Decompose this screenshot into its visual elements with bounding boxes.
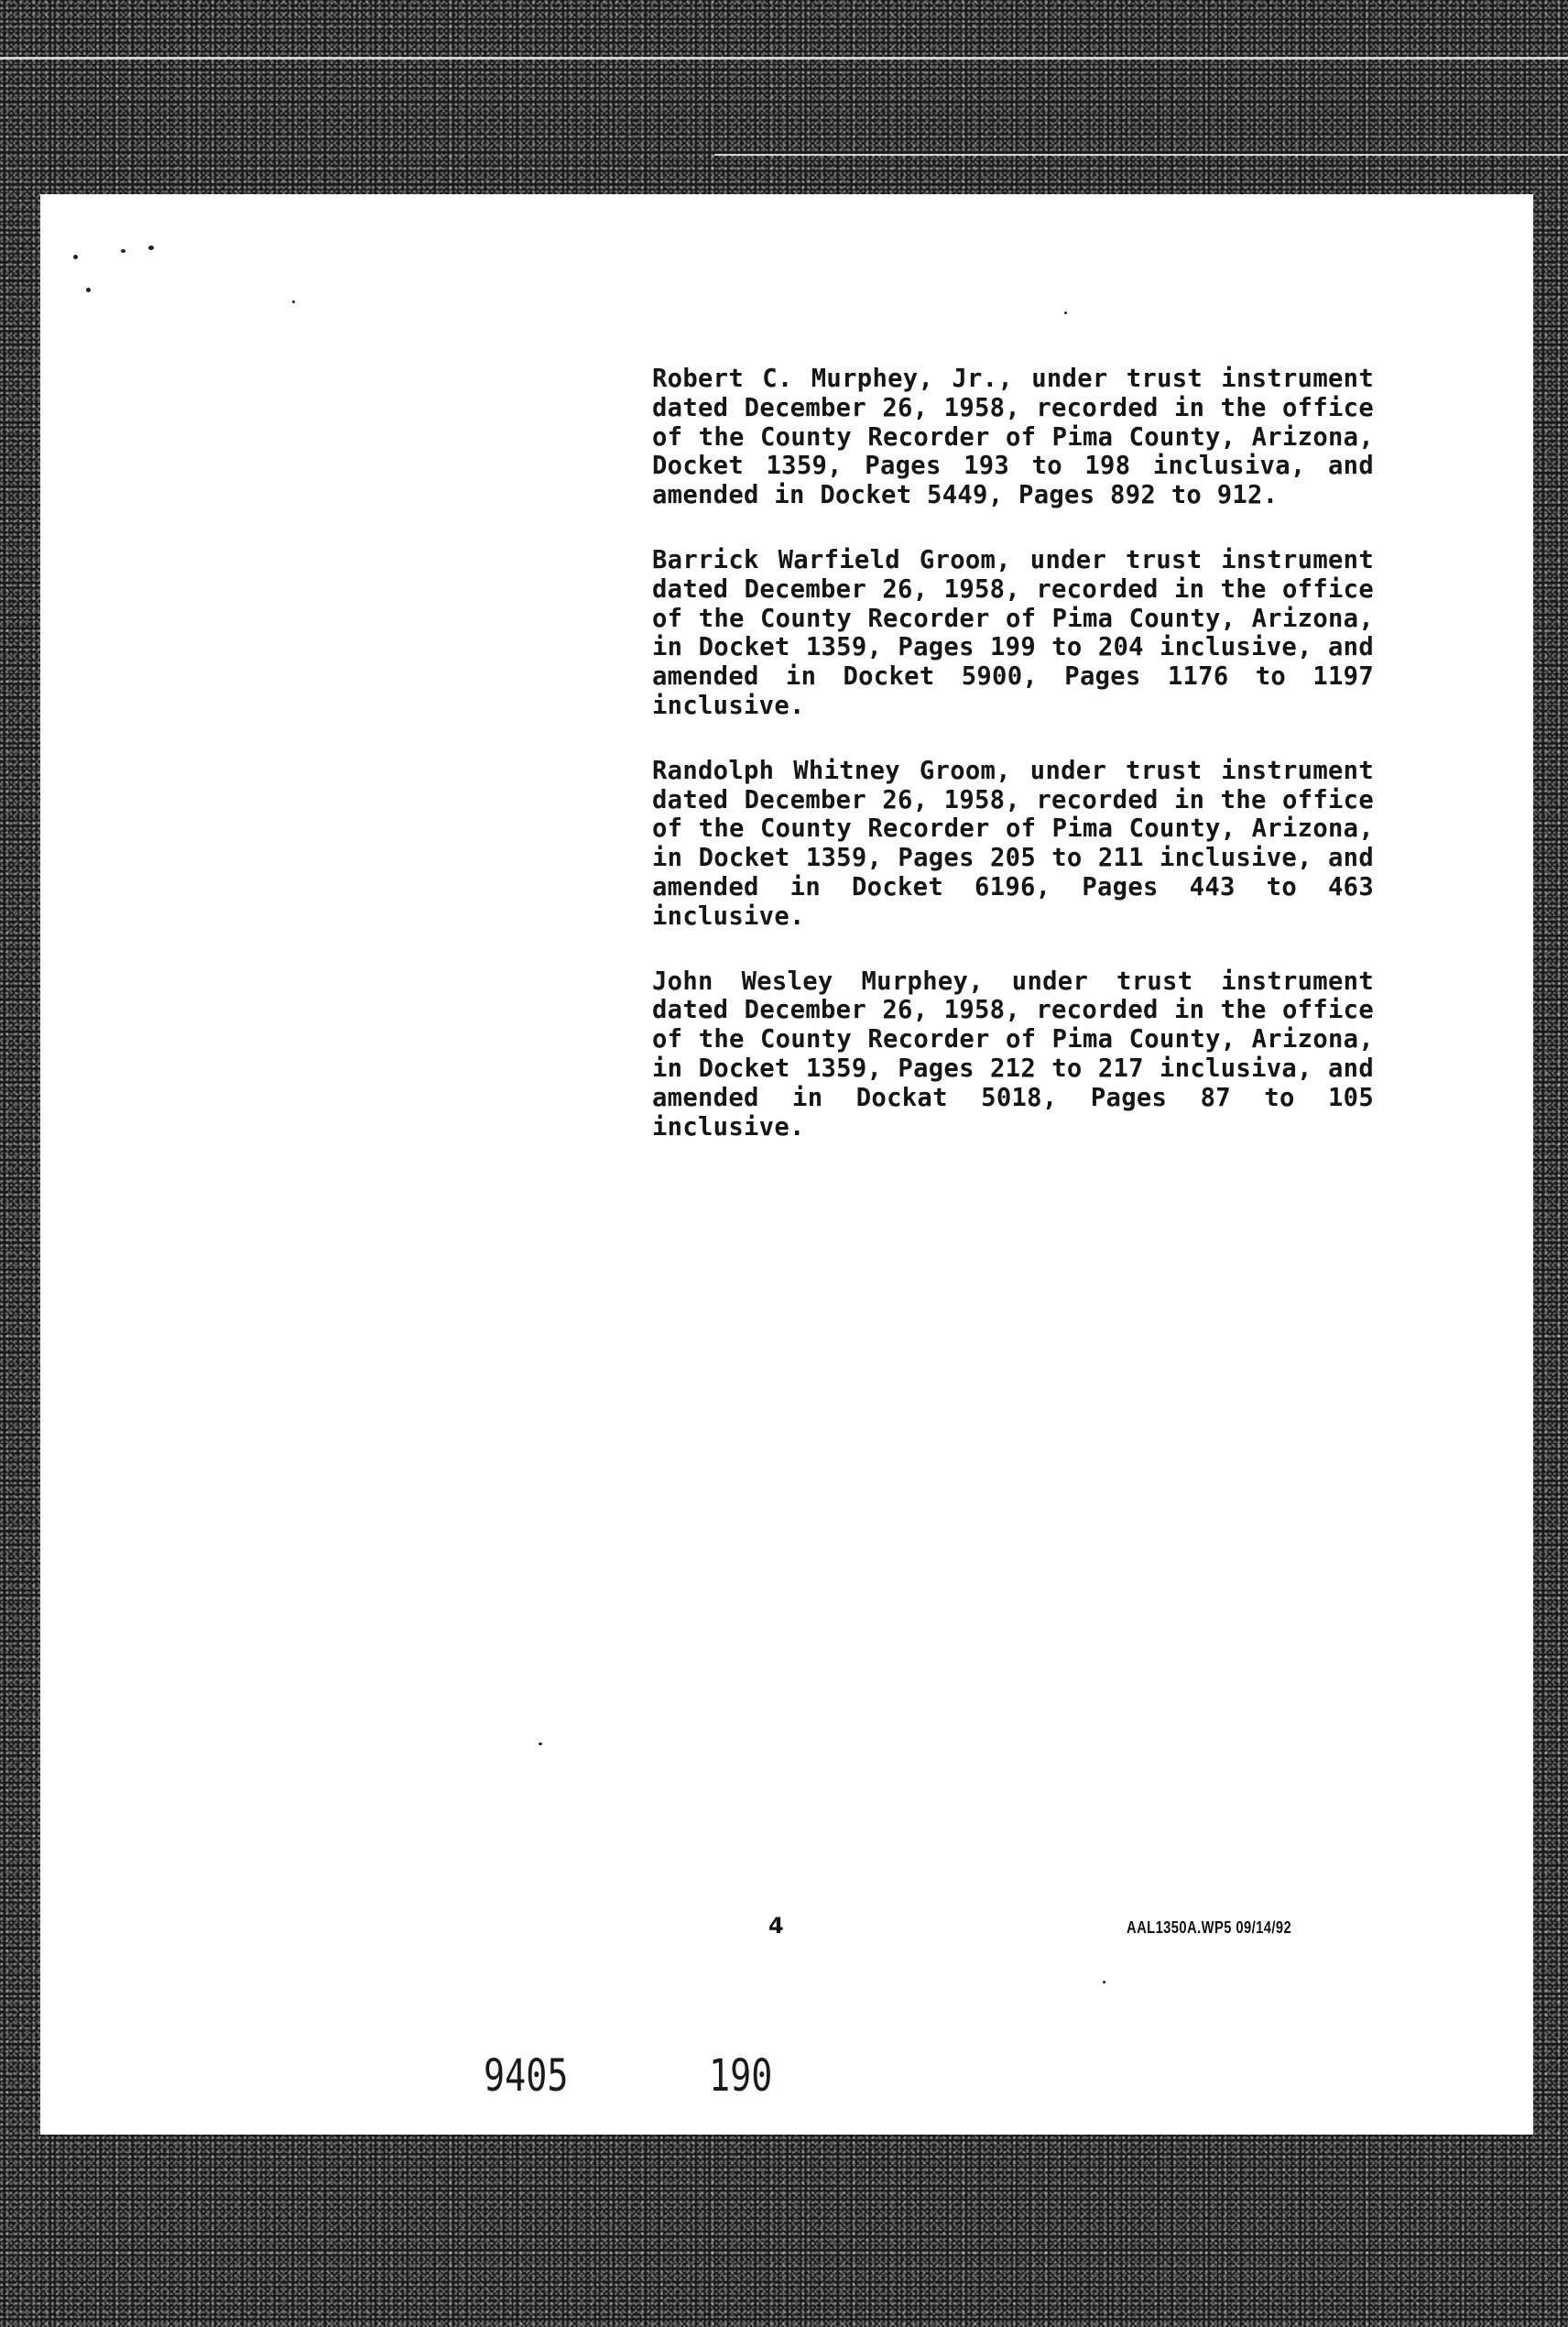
document-code: AAL1350A.WP5 09/14/92 <box>1127 1918 1292 1937</box>
page-stamp-number: 190 <box>709 2050 773 2102</box>
scan-speck <box>148 246 154 250</box>
docket-stamp-number: 9405 <box>484 2050 569 2102</box>
trust-paragraph: Barrick Warfield Groom, under trust instrument dated December 26, 1958, recorded in the office of the County Recorder of Pima County, Arizona, in Docket 1359, Pages 199 to 204 inclusive, and amended in Docket 5900, Pages 1176 to 1197 inclusive. <box>652 545 1374 720</box>
scan-speck <box>539 1743 542 1745</box>
trust-paragraph: Randolph Whitney Groom, under trust instrument dated December 26, 1958, recorded in the office of the County Recorder of Pima County, Arizona, in Docket 1359, Pages 205 to 211 inclusive, and amended in Docket 6196, Pages 443 to 463 inclusive. <box>652 756 1374 931</box>
trust-paragraph: Robert C. Murphey, Jr., under trust instrument dated December 26, 1958, recorded in the office of the County Recorder of Pima County, Arizona, Docket 1359, Pages 193 to 198 inclusiva, and amended in Docket 5449, Pages 892 to 912. <box>652 365 1374 510</box>
scan-border-line-top <box>0 57 1568 60</box>
scan-speck <box>86 288 91 292</box>
scan-border-line-second <box>714 154 1568 156</box>
scan-speck <box>1064 311 1067 314</box>
document-page <box>40 194 1533 2135</box>
scan-speck <box>73 255 78 259</box>
trust-list <box>652 365 1374 1177</box>
trust-paragraph: John Wesley Murphey, under trust instrument dated December 26, 1958, recorded in the office of the County Recorder of Pima County, Arizona, in Docket 1359, Pages 212 to 217 inclusiva, and amended in Dockat 5018, Pages 87 to 105 inclusive. <box>652 967 1374 1142</box>
scan-speck <box>1103 1981 1105 1983</box>
page-number: 4 <box>768 1913 784 1939</box>
scan-speck <box>292 300 295 303</box>
scan-speck <box>121 249 125 253</box>
